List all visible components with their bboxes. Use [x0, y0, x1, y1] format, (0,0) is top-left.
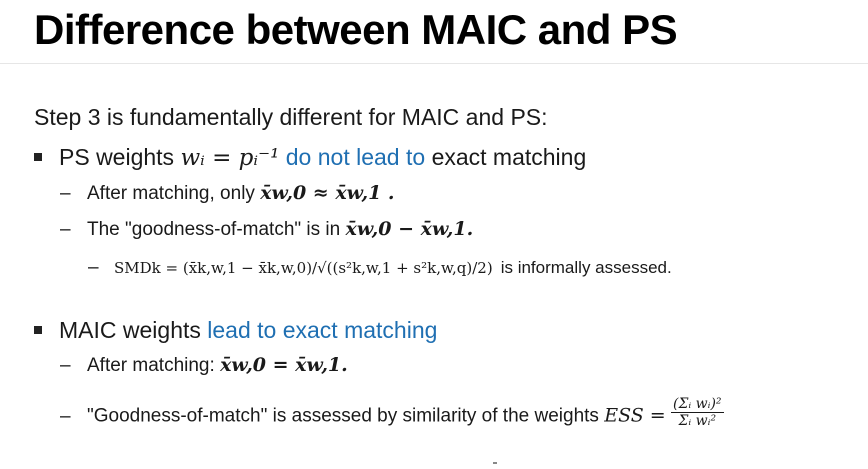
maic-sub1-text: After matching: — [87, 355, 215, 376]
ps-sub-goodness: – The "goodness-of-match" is in x̄w,0 − x̄w,1. — [60, 218, 474, 240]
intro-text: Step 3 is fundamentally different for MAIC and PS: — [34, 104, 548, 130]
maic-sub-goodness: – "Goodness-of-match" is assessed by similarity of the weights ESS = $\frac{\text{(Σᵢ wᵢ)²}}{\text{Σᵢ wᵢ²}}$ — [60, 396, 722, 429]
bullet-ps-suffix: exact matching — [431, 144, 587, 170]
ps-sub1-formula: x̄w,0 ≈ x̄w,1 . — [260, 182, 395, 204]
ps-sub-after-matching: – After matching, only x̄w,0 ≈ x̄w,1 . — [60, 182, 395, 204]
bullet-ps-weights — [34, 144, 586, 171]
bullet-maic-prefix: MAIC weights — [59, 317, 201, 343]
ps-weight-formula: wᵢ = pᵢ⁻¹ — [180, 145, 280, 171]
maic-sub2-text: "Goodness-of-match" is assessed by similarity of the weights — [87, 405, 599, 427]
maic-highlight: lead to exact matching — [207, 317, 438, 343]
bullet-square-icon — [34, 153, 42, 161]
ess-numerator: (Σᵢ wᵢ)² — [673, 396, 722, 412]
ess-lhs: ESS = — [604, 404, 666, 427]
ess-fraction — [671, 396, 724, 429]
bullet-maic-weights — [34, 317, 437, 344]
ps-sub2-text: The "goodness-of-match" is in — [87, 219, 341, 240]
smd-text: is informally assessed. — [500, 258, 672, 277]
smd-line: – SMDk = (x̄k,w,1 − x̄k,w,0)/√((s²k,w,1 + s²k,w,q)/2) is informally assessed. — [88, 257, 672, 278]
bullet-ps-prefix: PS weights — [59, 144, 175, 170]
slide-title: Difference between MAIC and PS — [34, 6, 678, 53]
ps-highlight: do not lead to — [285, 144, 426, 170]
ps-sub1-text: After matching, only — [87, 183, 255, 204]
bullet-square-icon — [34, 326, 42, 334]
slide-artifact — [493, 462, 497, 464]
smd-formula: SMDk = (x̄k,w,1 − x̄k,w,0)/√((s²k,w,1 + s²k,w,q)/2) — [114, 259, 493, 277]
maic-sub-after-matching: – After matching: x̄w,0 = x̄w,1. — [60, 354, 348, 376]
ess-denominator: Σᵢ wᵢ² — [678, 413, 717, 429]
maic-sub1-formula: x̄w,0 = x̄w,1. — [220, 354, 348, 376]
ps-sub2-formula: x̄w,0 − x̄w,1. — [345, 218, 474, 240]
title-divider — [0, 63, 868, 64]
